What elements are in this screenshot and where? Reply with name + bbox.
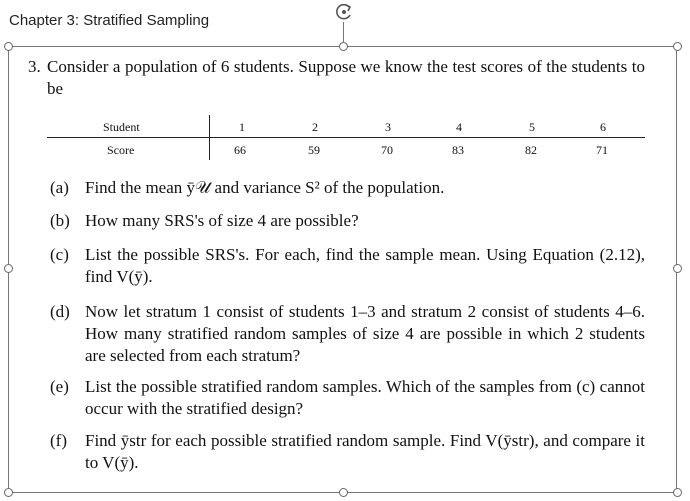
question-text: Consider a population of 6 students. Suppose we know the test scores of the students to be — [47, 57, 645, 98]
resize-handle-bottom-middle[interactable] — [339, 488, 348, 497]
rotate-stem — [343, 22, 344, 42]
table-header-student: Student — [103, 120, 140, 134]
resize-handle-top-left[interactable] — [4, 42, 13, 51]
table-header-score: Score — [107, 143, 135, 157]
resize-handle-top-right[interactable] — [673, 42, 682, 51]
chapter-title: Chapter 3: Stratified Sampling — [9, 12, 210, 29]
part-label: (d) — [50, 302, 70, 321]
table-row-score — [47, 140, 645, 160]
table-cell: 59 — [308, 143, 320, 157]
table-cell: 1 — [239, 120, 245, 134]
part-label: (f) — [50, 431, 67, 450]
part-text: Find ȳstr for each possible stratified random sample. Find V(ȳstr), and compare it to V(ȳ). — [85, 431, 645, 472]
table-cell: 82 — [525, 143, 537, 157]
table-cell: 6 — [600, 120, 606, 134]
resize-handle-bottom-right[interactable] — [673, 488, 682, 497]
table-cell: 5 — [529, 120, 535, 134]
table-cell: 3 — [385, 120, 391, 134]
table-cell: 2 — [312, 120, 318, 134]
part-label: (c) — [50, 245, 69, 264]
table-cell: 71 — [596, 143, 608, 157]
table-cell: 83 — [452, 143, 464, 157]
part-text: How many SRS's of size 4 are possible? — [85, 211, 359, 230]
table-row-student — [47, 117, 645, 137]
table-cell: 4 — [456, 120, 462, 134]
question-number: 3. — [28, 57, 41, 76]
resize-handle-bottom-left[interactable] — [4, 488, 13, 497]
part-text: Now let stratum 1 consist of students 1–3 and stratum 2 consist of students 4–6. How many stratified random samples of size 4 are possible in which 2 students are selected from each stratum? — [85, 302, 645, 365]
part-label: (e) — [50, 377, 69, 396]
part-label: (b) — [50, 211, 70, 230]
table-rule-mid — [47, 137, 645, 138]
table-cell: 70 — [381, 143, 393, 157]
part-text: List the possible stratified random samples. Which of the samples from (c) cannot occur with the stratified design? — [85, 377, 645, 418]
part-text: List the possible SRS's. For each, find the sample mean. Using Equation (2.12), find V(ȳ). — [85, 245, 645, 286]
resize-handle-top-middle[interactable] — [339, 42, 348, 51]
part-text: Find the mean ȳ𝒰 and variance S² of the population. — [85, 178, 445, 197]
rotate-handle-icon[interactable] — [333, 1, 355, 23]
resize-handle-middle-right[interactable] — [673, 264, 682, 273]
resize-handle-middle-left[interactable] — [4, 264, 13, 273]
part-label: (a) — [50, 178, 69, 197]
table-cell: 66 — [234, 143, 246, 157]
